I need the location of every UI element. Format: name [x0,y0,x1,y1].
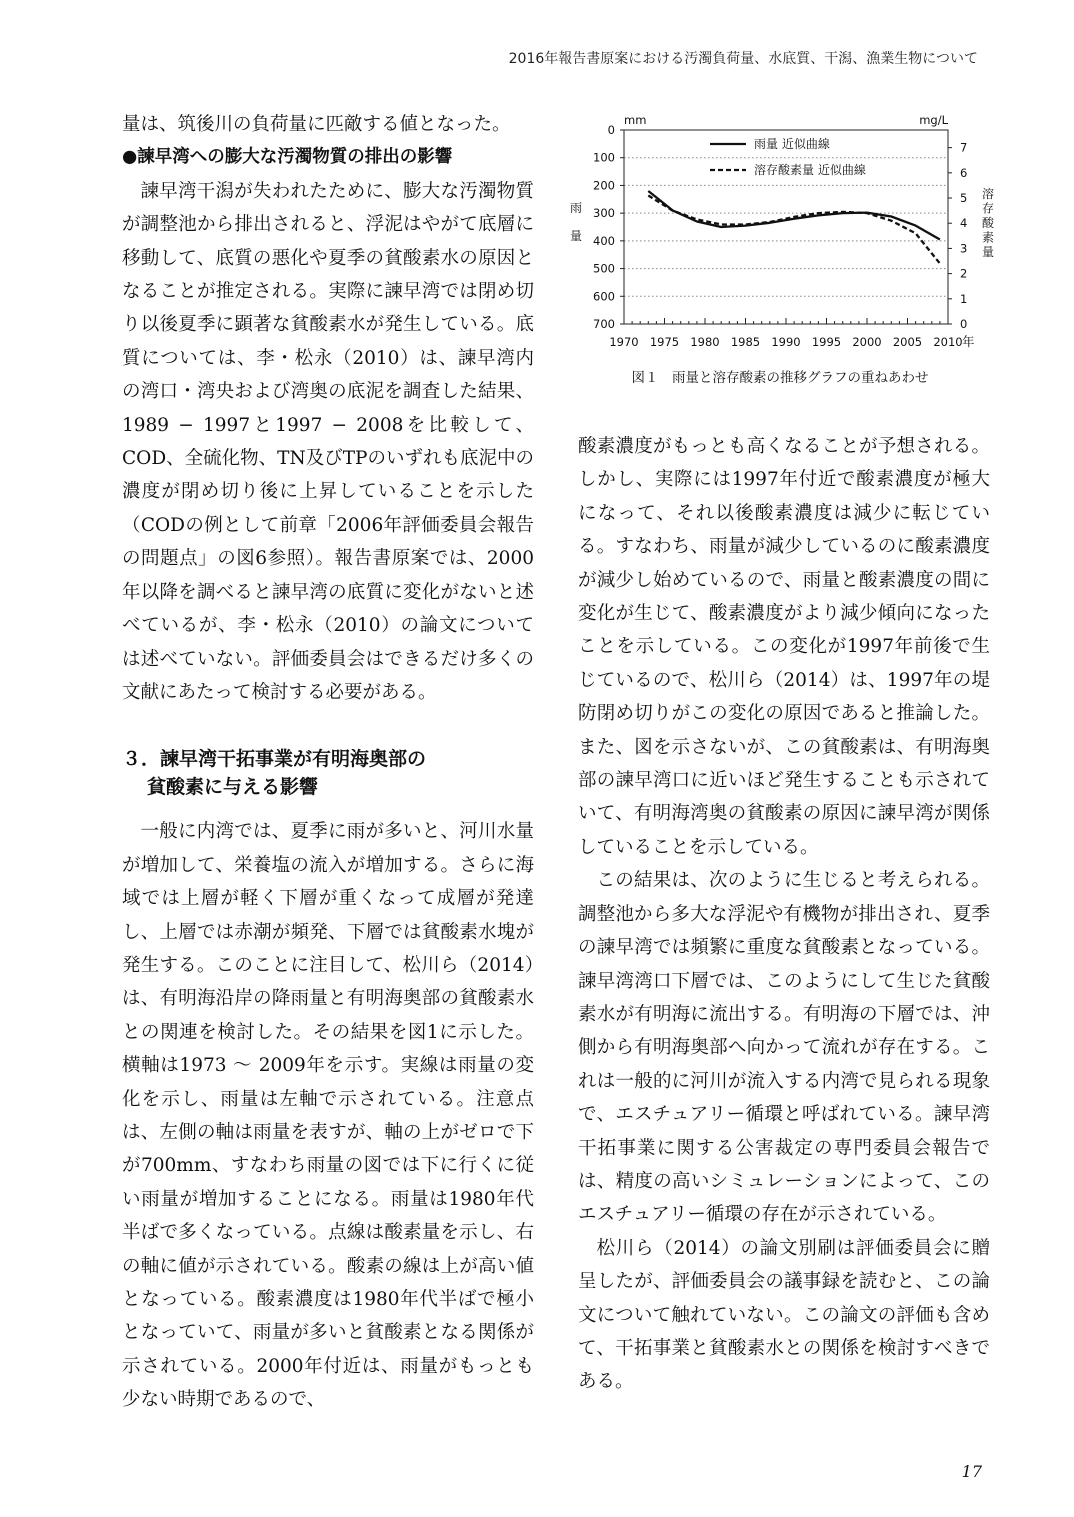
x-tick-label: 1980 [690,335,720,349]
right-tick-label: 5 [960,191,968,206]
right-para-2: この結果は、次のように生じると考えられる。調整池から多大な浮泥や有機物が排出され、夏季の諫早湾では頻繁に重度な貧酸素となっている。諫早湾湾口下層では、このようにして生じた貧酸素水が有明海に流出する。有明海の下層では、沖側から有明海奥部へ向かって流れが存在する。これは一般的に河川が流入する内湾で見られる現象で、エスチュアリー循環と呼ばれている。諫早湾干拓事業に関する公害裁定の専門委員会報告では、精度の高いシミュレーションによって、このエスチュアリー循環の存在が示されている。 [578,870,990,1226]
left-unit-label: mm [624,113,647,127]
right-tick-label: 3 [960,241,968,256]
rain-oxygen-chart [560,108,1000,358]
page-number: 17 [961,1462,982,1481]
right-axis-title: 溶存酸素量 [981,187,995,259]
x-tick-label: 2000 [852,335,882,349]
left-tick-label: 0 [607,123,615,137]
right-unit-label: mg/L [919,113,948,127]
section-heading-3 [122,745,534,801]
series-line-2 [648,196,940,264]
plot-frame [624,130,948,324]
left-tick-label: 400 [593,233,615,248]
left-para-1: 量は、筑後川の負荷量に匹敵する値となった。 [122,114,511,135]
right-tick-label: 2 [960,266,968,281]
left-para-3: 一般に内湾では、夏季に雨が多いと、河川水量が増加して、栄養塩の流入が増加する。さらに海域では上層が軽く下層が重くなって成層が発達し、上層では赤潮が頻発、下層では貧酸素水塊が発生する。このことに注目して、松川ら（2014）は、有明海沿岸の降雨量と有明海奥部の貧酸素水との関連を検討した。その結果を図1に示した。横軸は1973 ～ 2009年を示す。実線は雨量の変化を示し、雨量は左軸で示されている。注意点は、左側の軸は雨量を表すが、軸の上がゼロで下が700mm、すなわち雨量の図では下に行くに従い雨量が増加することになる。雨量は1980年代半ばで多くなっている。点線は酸素量を示し、右の軸に値が示されている。酸素の線は上が高い値となっている。酸素濃度は1980年代半ばで極小となっていて、雨量が多いと貧酸素となる関係が示されている。2000年付近は、雨量がもっとも少ない時期であるので、 [122,821,534,1411]
x-tick-label: 1985 [730,335,761,349]
left-para-2: 諫早湾干潟が失われたために、膨大な汚濁物質が調整池から排出されると、浮泥はやがて底層に移動して、底質の悪化や夏季の貧酸素水の原因となることが推定される。実際に諫早湾では閉め切り以後夏季に顕著な貧酸素水が発生している。底質については、李・松永（2010）は、諫早湾内の湾口・湾央および湾奥の底泥を調査した結果、1989 − 1997と1997 − 2008を比較して、COD、全硫化物、TN及びTPのいずれも底泥中の濃度が閉め切り後に上昇していることを示した（CODの例として前章「2006年評価委員会報告の問題点」の図6参照）。報告書原案では、2000年以降を調べると諫早湾の底質に変化がないと述べているが、李・松永（2010）の論文については述べていない。評価委員会はできるだけ多くの文献にあたって検討する必要がある。 [122,180,534,703]
left-axis-title: 雨量 [569,201,583,243]
x-tick-label: 1975 [649,335,680,349]
x-tick-label: 2005 [892,335,923,349]
right-tick-label: 1 [960,291,968,306]
left-tick-label: 200 [593,178,615,193]
x-unit-label: 年 [962,334,975,349]
left-column [122,108,534,1417]
section-heading-line1: ３．諫早湾干拓事業が有明海奥部の [122,748,427,771]
right-tick-label: 0 [960,317,968,331]
figure-1 [560,108,1000,408]
left-tick-label: 700 [593,317,615,331]
right-column [578,430,990,1399]
x-tick-label: 2010 [933,335,963,349]
right-tick-label: 4 [960,216,968,231]
legend-label: 溶存酸素量 近似曲線 [754,163,866,177]
x-tick-label: 1970 [609,335,639,349]
figure-caption: 図１ 雨量と溶存酸素の推移グラフの重ねあわせ [631,370,929,386]
series-line-1 [648,191,940,240]
section-heading-line2: 貧酸素に与える影響 [147,776,319,799]
x-tick-label: 1990 [771,335,801,349]
left-tick-label: 100 [593,150,615,165]
right-para-1: 酸素濃度がもっとも高くなることが予想される。しかし、実際には1997年付近で酸素濃度が極大になって、それ以後酸素濃度は減少に転じている。すなわち、雨量が減少しているのに酸素濃度が減少し始めているので、雨量と酸素濃度の間に変化が生じて、酸素濃度がより減少傾向になったことを示している。この変化が1997年前後で生じているので、松川ら（2014）は、1997年の堤防閉め切りがこの変化の原因であると推論した。また、図を示さないが、この貧酸素は、有明海奥部の諫早湾口に近いほど発生することも示されていて、有明海湾奥の貧酸素の原因に諫早湾が関係していることを示している。 [578,436,990,858]
right-para-3: 松川ら（2014）の論文別刷は評価委員会に贈呈したが、評価委員会の議事録を読むと、この論文について触れていない。この論文の評価も含めて、干拓事業と貧酸素水との関係を検討すべきである。 [578,1237,990,1393]
right-tick-label: 7 [960,140,968,155]
running-header: 2016年報告書原案における汚濁負荷量、水底質、干潟、漁業生物について [508,51,978,67]
left-tick-label: 500 [593,261,615,276]
subheading-isahaya-discharge: ●諫早湾への膨大な汚濁物質の排出の影響 [122,147,453,168]
legend-label: 雨量 近似曲線 [754,137,830,151]
left-tick-label: 300 [593,206,615,221]
x-tick-label: 1995 [811,335,842,349]
right-tick-label: 6 [960,165,968,180]
left-tick-label: 600 [593,289,615,304]
